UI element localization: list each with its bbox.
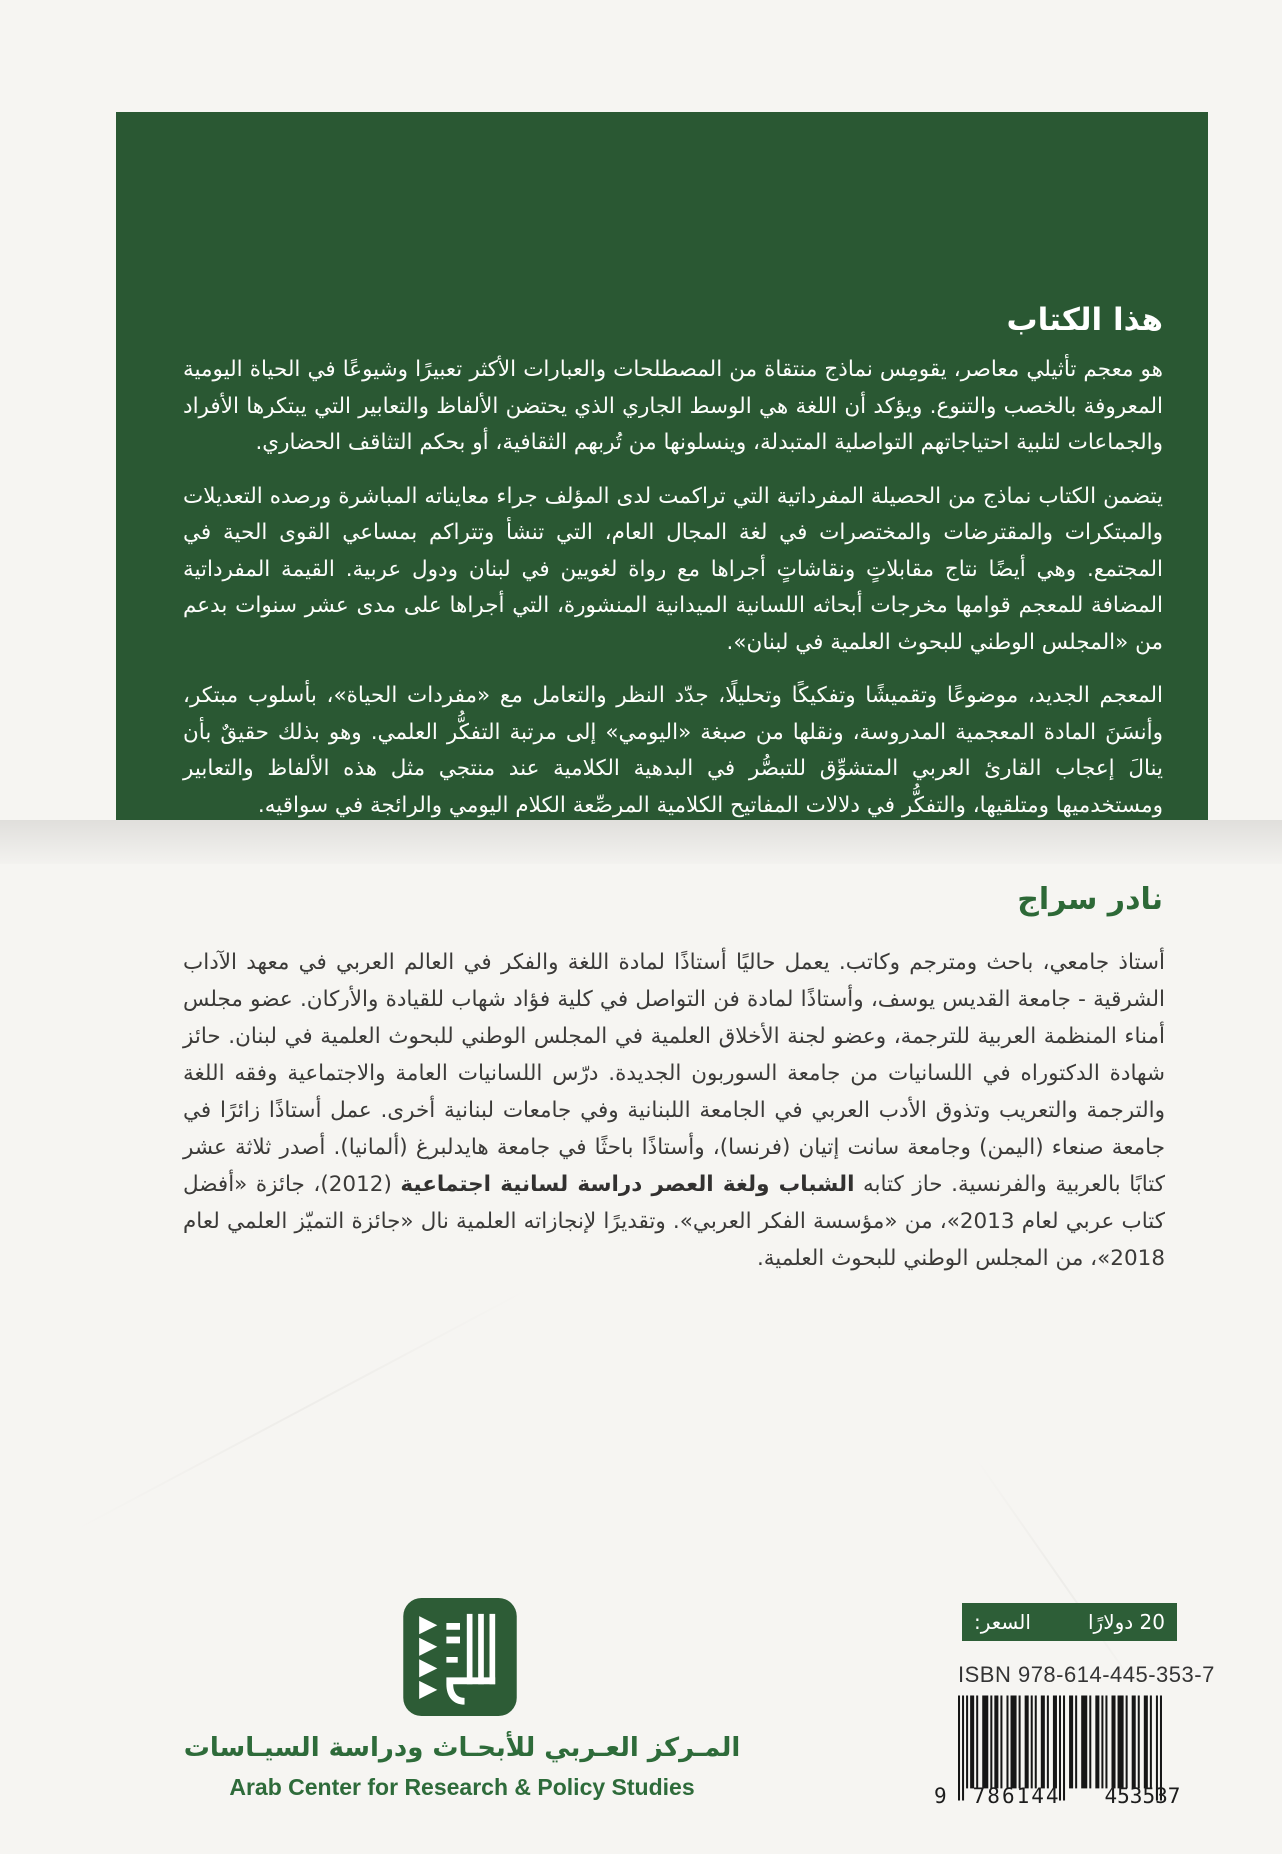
panel-paragraph-1: هو معجم تأثيلي معاصر، يقومِس نماذج منتقاة من المصطلحات والعبارات الأكثر تعبيرًا وشيوعًا في الحياة اليومية المعروفة بالخصب والتنوع. ويؤكد أن اللغة هي الوسط الجاري الذي يحتضن الألفاظ والتعابير التي يبتكرها الأفراد والجماعات لتلبية احتياجاتهم التواصلية المتبدلة، وينسلونها من تُربهم الثقافية، أو بحكم التثاقف الحضاري. — [183, 357, 1163, 455]
barcode-digit-lead: 9 — [934, 1784, 947, 1808]
bio-text-end: (2012)، جائزة «أفضل كتاب عربي لعام 2013»، من «مؤسسة الفكر العربي». وتقديرًا لإنجازاته العلمية نال «جائزة التميّز العلمي لعام 2018»، من المجلس الوطني للبحوث العلمية. — [183, 1172, 1166, 1271]
bio-text-start: أستاذ جامعي، باحث ومترجم وكاتب. يعمل حاليًا أستاذًا لمادة اللغة والفكر في العالم العربي في معهد الآداب الشرقية - جامعة القديس يوسف، وأستاذًا لمادة فن التواصل في كلية فؤاد شهاب للقيادة والأركان. عضو مجلس أمناء المنظمة العربية للترجمة، وعضو لجنة الأخلاق العلمية في المجلس الوطني للبحوث العلمية في لبنان. حائز شهادة الدكتوراه في اللسانيات من جامعة السوربون الجديدة. درّس اللسانيات العامة والاجتماعية وفقه اللغة والترجمة والتعريب وتذوق الأدب العربي في الجامعة اللبنانية وفي جامعات لبنانية أخرى. عمل أستاذًا زائرًا في جامعة صنعاء (اليمن) وجامعة سانت إتيان (فرنسا)، وأستاذًا باحثًا في جامعة هايدلبرغ (ألمانيا). أصدر ثلاثة عشر كتابًا بالعربية والفرنسية. حاز كتابه — [183, 950, 1165, 1197]
acrps-logo-svg — [403, 1598, 517, 1716]
paper-crease — [71, 1287, 531, 1533]
about-book-panel — [116, 112, 1208, 820]
author-name: نادر سراج — [1017, 882, 1163, 917]
author-bio — [183, 944, 1165, 1277]
isbn-text: ISBN 978-614-445-353-7 — [958, 1662, 1215, 1687]
barcode-digits-left: 786144 — [972, 1784, 1061, 1808]
bio-book-title: الشباب ولغة العصر دراسة لسانية اجتماعية — [400, 1172, 855, 1197]
price-bar — [962, 1603, 1177, 1641]
scan-shadow — [0, 820, 1282, 864]
publisher-name-english: Arab Center for Research & Policy Studies — [229, 1774, 695, 1800]
panel-title: هذا الكتاب — [1006, 302, 1163, 338]
panel-paragraph-3: المعجم الجديد، موضوعًا وتقميشًا وتفكيكًا وتحليلًا، جدّد النظر والتعامل مع «مفردات الحياة»، بأسلوب مبتكر، وأنسَنَ المادة المعجمية المدروسة، ونقلها من صبغة «اليومي» إلى مرتبة التفكُّر العلمي. وهو بذلك حقيقٌ بأن ينالَ إعجاب القارئ العربي المتشوِّق للتبصُّر في البدهية الكلامية عند منتجي مثل هذه الألفاظ والتعابير ومستخدميها ومتلقيها، والتفكُّر في دلالات المفاتيح الكلامية المرصِّعة الكلام اليومي والرائجة في سواقيه. — [183, 683, 1163, 818]
barcode-digits — [934, 1782, 1181, 1808]
acrps-logo-icon — [403, 1598, 517, 1716]
price-value: 20 دولارًا — [1088, 1610, 1165, 1634]
panel-paragraph-2: يتضمن الكتاب نماذج من الحصيلة المفرداتية التي تراكمت لدى المؤلف جراء معايناته المباشرة ورصده التعديلات والمبتكرات والمقترضات والمختصرات في لغة المجال العام، التي تنشأ وتتراكم بمساعي القوى الحية في المجتمع. وهي أيضًا نتاج مقابلاتٍ ونقاشاتٍ أجراها مع رواة لغويين في لبنان ودول عربية. القيمة المفرداتية المضافة للمعجم قوامها مخرجات أبحاثه اللسانية الميدانية المنشورة، التي أجراها على مدى عشر سنوات بدعم من «المجلس الوطني للبحوث العلمية في لبنان». — [183, 483, 1163, 655]
publisher-name-arabic: المـركز العـربي للأبحـاث ودراسة السيـاسات — [183, 1733, 741, 1763]
barcode-digits-right: 453537 — [1104, 1784, 1181, 1808]
price-label: السعر: — [974, 1610, 1031, 1634]
